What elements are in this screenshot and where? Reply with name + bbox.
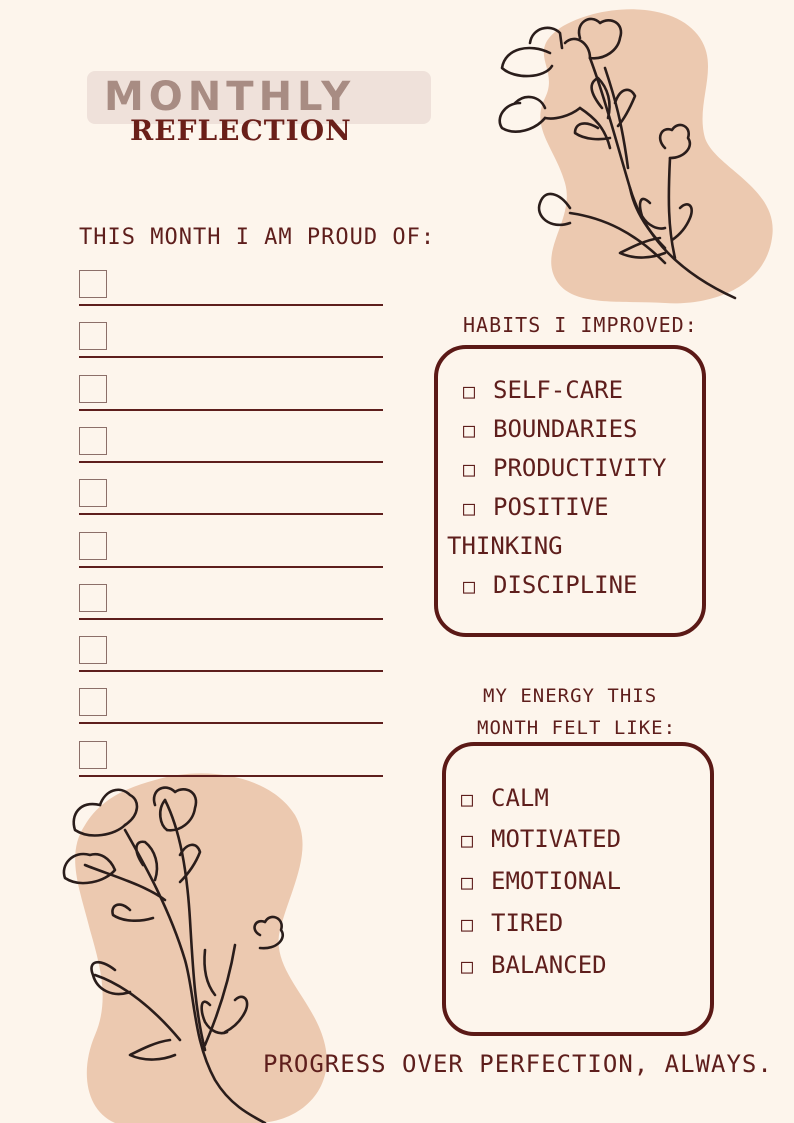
footer-quote: PROGRESS OVER PERFECTION, ALWAYS.: [263, 1050, 773, 1078]
write-line[interactable]: [79, 618, 383, 620]
checkbox[interactable]: [79, 322, 107, 350]
checkbox-icon[interactable]: □: [463, 379, 476, 403]
energy-item-calm[interactable]: [461, 784, 549, 813]
checkbox[interactable]: [79, 479, 107, 507]
energy-heading-line1: MY ENERGY THIS: [483, 685, 658, 707]
checkbox-icon[interactable]: □: [461, 870, 474, 894]
proud-row[interactable]: [79, 636, 383, 674]
checkbox[interactable]: [79, 427, 107, 455]
energy-label: EMOTIONAL: [491, 867, 622, 895]
habit-label: POSITIVE: [493, 493, 609, 521]
habit-label: DISCIPLINE: [493, 571, 638, 599]
write-line[interactable]: [79, 461, 383, 463]
energy-label: CALM: [491, 784, 549, 812]
energy-item-motivated[interactable]: [461, 825, 621, 854]
proud-row[interactable]: [79, 375, 383, 413]
page-subtitle: REFLECTION: [130, 114, 352, 147]
write-line[interactable]: [79, 304, 383, 306]
write-line[interactable]: [79, 409, 383, 411]
write-line[interactable]: [79, 722, 383, 724]
checkbox-icon[interactable]: □: [461, 912, 474, 936]
habit-label: SELF-CARE: [493, 376, 624, 404]
checkbox-icon[interactable]: □: [461, 787, 474, 811]
proud-row[interactable]: [79, 427, 383, 465]
energy-item-balanced[interactable]: [461, 951, 607, 980]
proud-heading: THIS MONTH I AM PROUD OF:: [79, 225, 436, 250]
write-line[interactable]: [79, 566, 383, 568]
proud-row[interactable]: [79, 688, 383, 726]
habit-item-positive-thinking[interactable]: [463, 493, 609, 522]
checkbox-icon[interactable]: □: [461, 954, 474, 978]
habit-label-wrap: THINKING: [447, 532, 563, 560]
proud-row[interactable]: [79, 584, 383, 622]
write-line[interactable]: [79, 356, 383, 358]
checkbox-icon[interactable]: □: [463, 574, 476, 598]
write-line[interactable]: [79, 775, 383, 777]
flower-illustration-top: [490, 8, 790, 308]
page-title: MONTHLY: [104, 74, 356, 120]
checkbox[interactable]: [79, 584, 107, 612]
checkbox[interactable]: [79, 270, 107, 298]
proud-row[interactable]: [79, 479, 383, 517]
write-line[interactable]: [79, 513, 383, 515]
energy-item-emotional[interactable]: [461, 867, 621, 896]
proud-row[interactable]: [79, 322, 383, 360]
checkbox[interactable]: [79, 532, 107, 560]
proud-row[interactable]: [79, 532, 383, 570]
proud-row[interactable]: [79, 741, 383, 779]
habit-item-productivity[interactable]: [463, 454, 666, 483]
checkbox-icon[interactable]: □: [463, 496, 476, 520]
energy-label: TIRED: [491, 909, 564, 937]
decor-blob: [540, 9, 772, 303]
checkbox-icon[interactable]: □: [463, 457, 476, 481]
checkbox[interactable]: [79, 636, 107, 664]
checkbox-icon[interactable]: □: [461, 828, 474, 852]
habit-item-discipline[interactable]: [463, 571, 638, 600]
habit-label: BOUNDARIES: [493, 415, 638, 443]
energy-label: MOTIVATED: [491, 825, 622, 853]
energy-heading-line2: MONTH FELT LIKE:: [477, 717, 677, 739]
habits-heading: HABITS I IMPROVED:: [463, 313, 698, 337]
energy-label: BALANCED: [491, 951, 607, 979]
checkbox[interactable]: [79, 741, 107, 769]
habit-item-boundaries[interactable]: [463, 415, 638, 444]
habit-label: PRODUCTIVITY: [493, 454, 667, 482]
write-line[interactable]: [79, 670, 383, 672]
proud-row[interactable]: [79, 270, 383, 308]
energy-item-tired[interactable]: [461, 909, 563, 938]
habit-item-self-care[interactable]: [463, 376, 623, 405]
checkbox[interactable]: [79, 688, 107, 716]
checkbox[interactable]: [79, 375, 107, 403]
checkbox-icon[interactable]: □: [463, 418, 476, 442]
